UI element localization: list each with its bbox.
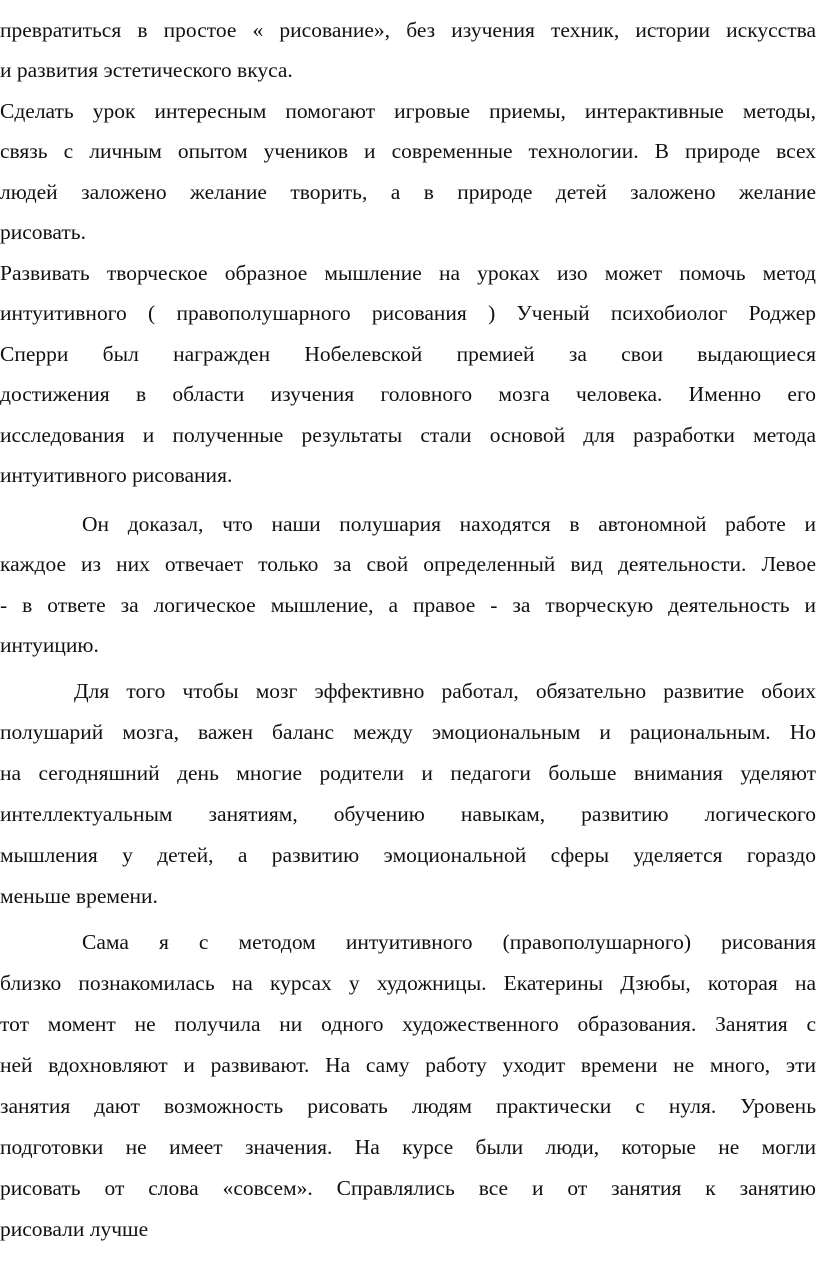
text-line: занятия дают возможность рисовать людям практически с нуля. Уровень bbox=[0, 1094, 816, 1118]
text-line: Для того чтобы мозг эффективно работал, обязательно развитие обоих bbox=[74, 679, 816, 703]
text-line: Он доказал, что наши полушария находятся в автономной работе и bbox=[82, 512, 816, 536]
text-line: близко познакомилась на курсах у художницы. Екатерины Дзюбы, которая на bbox=[0, 971, 816, 995]
text-line: рисовать. bbox=[0, 220, 86, 244]
text-line: интеллектуальным занятиям, обучению навыкам, развитию логического bbox=[0, 802, 816, 826]
text-line: интуитивного рисования. bbox=[0, 463, 233, 487]
text-line: и развития эстетического вкуса. bbox=[0, 58, 293, 82]
text-line: людей заложено желание творить, а в природе детей заложено желание bbox=[0, 180, 816, 204]
text-line: Сделать урок интересным помогают игровые приемы, интерактивные методы, bbox=[0, 99, 816, 123]
text-line: на сегодняшний день многие родители и педагоги больше внимания уделяют bbox=[0, 761, 816, 785]
text-line: полушарий мозга, важен баланс между эмоциональным и рациональным. Но bbox=[0, 720, 816, 744]
text-line: тот момент не получила ни одного художественного образования. Занятия с bbox=[0, 1012, 816, 1036]
text-line: интуитивного ( правополушарного рисования ) Ученый психобиолог Роджер bbox=[0, 301, 816, 325]
text-line: - в ответе за логическое мышление, а правое - за творческую деятельность и bbox=[0, 593, 816, 617]
text-line: Развивать творческое образное мышление на уроках изо может помочь метод bbox=[0, 261, 816, 285]
text-line: исследования и полученные результаты стали основой для разработки метода bbox=[0, 423, 816, 447]
text-line: Сперри был награжден Нобелевской премией за свои выдающиеся bbox=[0, 342, 816, 366]
text-line: мышления у детей, а развитию эмоциональной сферы уделяется гораздо bbox=[0, 843, 816, 867]
text-line: Сама я с методом интуитивного (правополушарного) рисования bbox=[82, 930, 816, 954]
text-line: интуицию. bbox=[0, 633, 99, 657]
text-line: ней вдохновляют и развивают. На саму работу уходит времени не много, эти bbox=[0, 1053, 816, 1077]
text-line: рисовали лучше bbox=[0, 1217, 149, 1241]
text-line: подготовки не имеет значения. На курсе были люди, которые не могли bbox=[0, 1135, 816, 1159]
text-line: связь с личным опытом учеников и современные технологии. В природе всех bbox=[0, 139, 816, 163]
text-line: достижения в области изучения головного мозга человека. Именно его bbox=[0, 382, 816, 406]
text-line: меньше времени. bbox=[0, 884, 158, 908]
text-line: каждое из них отвечает только за свой определенный вид деятельности. Левое bbox=[0, 552, 816, 576]
text-line: рисовать от слова «совсем». Справлялись все и от занятия к занятию bbox=[0, 1176, 816, 1200]
text-line: превратиться в простое « рисование», без изучения техник, истории искусства bbox=[0, 18, 816, 42]
